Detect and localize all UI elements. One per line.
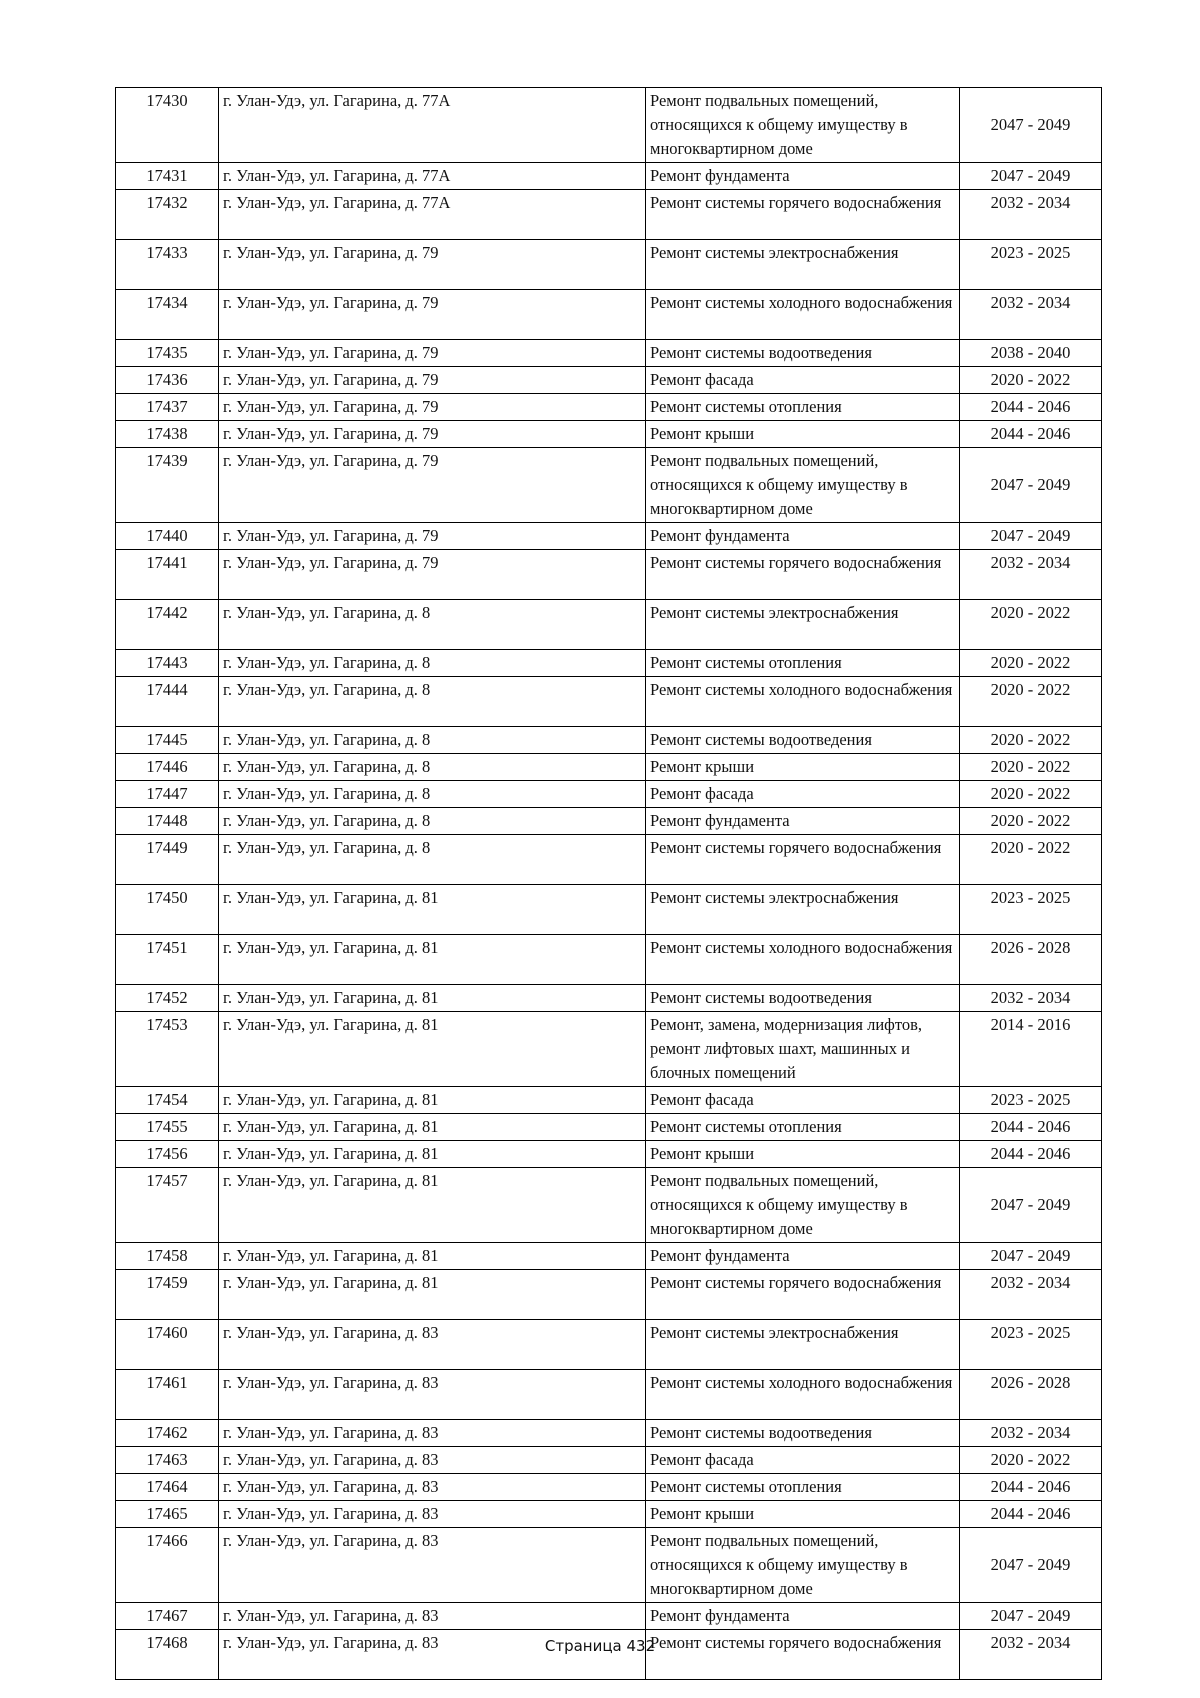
row-number: 17432 [116, 190, 219, 240]
table-row [116, 808, 1102, 835]
row-work-type: Ремонт подвальных помещений, относящихся к общему имуществу в многоквартирном доме [646, 448, 960, 523]
table-row [116, 550, 1102, 600]
row-period: 2020 - 2022 [960, 677, 1102, 727]
row-period: 2032 - 2034 [960, 1630, 1102, 1680]
table-row [116, 421, 1102, 448]
row-period: 2032 - 2034 [960, 985, 1102, 1012]
row-period: 2044 - 2046 [960, 1141, 1102, 1168]
table-row [116, 1243, 1102, 1270]
row-number: 17442 [116, 600, 219, 650]
row-work-type: Ремонт системы холодного водоснабжения [646, 935, 960, 985]
row-address: г. Улан-Удэ, ул. Гагарина, д. 8 [219, 600, 646, 650]
row-period: 2032 - 2034 [960, 550, 1102, 600]
table-row [116, 1168, 1102, 1243]
row-period: 2047 - 2049 [960, 1603, 1102, 1630]
row-work-type: Ремонт системы водоотведения [646, 340, 960, 367]
row-work-type: Ремонт, замена, модернизация лифтов, ремонт лифтовых шахт, машинных и блочных помещений [646, 1012, 960, 1087]
table-row [116, 240, 1102, 290]
row-period: 2020 - 2022 [960, 650, 1102, 677]
row-number: 17457 [116, 1168, 219, 1243]
row-number: 17434 [116, 290, 219, 340]
table-row [116, 1528, 1102, 1603]
row-work-type: Ремонт фундамента [646, 1243, 960, 1270]
row-address: г. Улан-Удэ, ул. Гагарина, д. 79 [219, 290, 646, 340]
table-row [116, 367, 1102, 394]
row-period: 2032 - 2034 [960, 190, 1102, 240]
row-number: 17461 [116, 1370, 219, 1420]
row-number: 17451 [116, 935, 219, 985]
row-address: г. Улан-Удэ, ул. Гагарина, д. 83 [219, 1447, 646, 1474]
table-row [116, 1474, 1102, 1501]
row-number: 17441 [116, 550, 219, 600]
row-work-type: Ремонт системы холодного водоснабжения [646, 1370, 960, 1420]
row-period: 2047 - 2049 [960, 1168, 1102, 1243]
table-row [116, 523, 1102, 550]
row-number: 17437 [116, 394, 219, 421]
row-address: г. Улан-Удэ, ул. Гагарина, д. 81 [219, 1087, 646, 1114]
row-number: 17458 [116, 1243, 219, 1270]
table-row [116, 340, 1102, 367]
table-row [116, 1501, 1102, 1528]
row-address: г. Улан-Удэ, ул. Гагарина, д. 79 [219, 523, 646, 550]
row-number: 17455 [116, 1114, 219, 1141]
row-number: 17448 [116, 808, 219, 835]
table-row [116, 727, 1102, 754]
row-address: г. Улан-Удэ, ул. Гагарина, д. 79 [219, 448, 646, 523]
row-work-type: Ремонт системы электроснабжения [646, 885, 960, 935]
table-row [116, 1447, 1102, 1474]
table-row [116, 88, 1102, 163]
row-address: г. Улан-Удэ, ул. Гагарина, д. 79 [219, 367, 646, 394]
repair-schedule-table [115, 87, 1102, 1680]
row-work-type: Ремонт системы холодного водоснабжения [646, 677, 960, 727]
row-address: г. Улан-Удэ, ул. Гагарина, д. 8 [219, 650, 646, 677]
row-address: г. Улан-Удэ, ул. Гагарина, д. 81 [219, 985, 646, 1012]
row-number: 17443 [116, 650, 219, 677]
row-work-type: Ремонт подвальных помещений, относящихся к общему имуществу в многоквартирном доме [646, 88, 960, 163]
row-work-type: Ремонт системы холодного водоснабжения [646, 290, 960, 340]
row-number: 17440 [116, 523, 219, 550]
row-period: 2044 - 2046 [960, 1474, 1102, 1501]
row-period: 2023 - 2025 [960, 1087, 1102, 1114]
table-row [116, 448, 1102, 523]
row-address: г. Улан-Удэ, ул. Гагарина, д. 83 [219, 1370, 646, 1420]
table-row [116, 1420, 1102, 1447]
row-work-type: Ремонт фасада [646, 1447, 960, 1474]
row-number: 17466 [116, 1528, 219, 1603]
row-number: 17468 [116, 1630, 219, 1680]
table-row [116, 290, 1102, 340]
row-number: 17436 [116, 367, 219, 394]
row-work-type: Ремонт фундамента [646, 1603, 960, 1630]
row-number: 17464 [116, 1474, 219, 1501]
row-address: г. Улан-Удэ, ул. Гагарина, д. 81 [219, 935, 646, 985]
row-address: г. Улан-Удэ, ул. Гагарина, д. 81 [219, 1114, 646, 1141]
row-work-type: Ремонт системы горячего водоснабжения [646, 190, 960, 240]
row-period: 2047 - 2049 [960, 1528, 1102, 1603]
row-work-type: Ремонт фасада [646, 367, 960, 394]
row-address: г. Улан-Удэ, ул. Гагарина, д. 79 [219, 340, 646, 367]
row-work-type: Ремонт подвальных помещений, относящихся к общему имуществу в многоквартирном доме [646, 1168, 960, 1243]
row-work-type: Ремонт крыши [646, 754, 960, 781]
row-number: 17449 [116, 835, 219, 885]
row-work-type: Ремонт системы водоотведения [646, 985, 960, 1012]
row-work-type: Ремонт крыши [646, 421, 960, 448]
row-number: 17452 [116, 985, 219, 1012]
row-address: г. Улан-Удэ, ул. Гагарина, д. 79 [219, 240, 646, 290]
row-period: 2020 - 2022 [960, 727, 1102, 754]
row-number: 17463 [116, 1447, 219, 1474]
row-period: 2047 - 2049 [960, 88, 1102, 163]
row-period: 2032 - 2034 [960, 290, 1102, 340]
table-row [116, 1603, 1102, 1630]
row-period: 2044 - 2046 [960, 394, 1102, 421]
row-work-type: Ремонт системы горячего водоснабжения [646, 1270, 960, 1320]
row-address: г. Улан-Удэ, ул. Гагарина, д. 77А [219, 190, 646, 240]
row-address: г. Улан-Удэ, ул. Гагарина, д. 8 [219, 808, 646, 835]
table-row [116, 1320, 1102, 1370]
row-address: г. Улан-Удэ, ул. Гагарина, д. 81 [219, 1141, 646, 1168]
row-work-type: Ремонт системы отопления [646, 1114, 960, 1141]
table-row [116, 394, 1102, 421]
row-work-type: Ремонт системы отопления [646, 1474, 960, 1501]
row-number: 17433 [116, 240, 219, 290]
row-work-type: Ремонт системы электроснабжения [646, 240, 960, 290]
row-work-type: Ремонт системы водоотведения [646, 727, 960, 754]
row-work-type: Ремонт системы отопления [646, 394, 960, 421]
row-period: 2020 - 2022 [960, 835, 1102, 885]
row-address: г. Улан-Удэ, ул. Гагарина, д. 79 [219, 550, 646, 600]
row-period: 2020 - 2022 [960, 367, 1102, 394]
row-number: 17431 [116, 163, 219, 190]
row-address: г. Улан-Удэ, ул. Гагарина, д. 8 [219, 835, 646, 885]
row-work-type: Ремонт фундамента [646, 163, 960, 190]
table-row [116, 1370, 1102, 1420]
row-work-type: Ремонт фундамента [646, 523, 960, 550]
row-number: 17447 [116, 781, 219, 808]
row-work-type: Ремонт крыши [646, 1501, 960, 1528]
row-address: г. Улан-Удэ, ул. Гагарина, д. 8 [219, 727, 646, 754]
row-number: 17460 [116, 1320, 219, 1370]
row-address: г. Улан-Удэ, ул. Гагарина, д. 77А [219, 163, 646, 190]
row-period: 2047 - 2049 [960, 523, 1102, 550]
row-number: 17454 [116, 1087, 219, 1114]
row-number: 17445 [116, 727, 219, 754]
row-period: 2020 - 2022 [960, 1447, 1102, 1474]
table-row [116, 190, 1102, 240]
row-number: 17453 [116, 1012, 219, 1087]
row-work-type: Ремонт системы горячего водоснабжения [646, 1630, 960, 1680]
row-address: г. Улан-Удэ, ул. Гагарина, д. 81 [219, 1168, 646, 1243]
row-number: 17462 [116, 1420, 219, 1447]
row-address: г. Улан-Удэ, ул. Гагарина, д. 83 [219, 1528, 646, 1603]
row-period: 2026 - 2028 [960, 1370, 1102, 1420]
row-number: 17439 [116, 448, 219, 523]
table-row [116, 677, 1102, 727]
table-row [116, 1012, 1102, 1087]
row-address: г. Улан-Удэ, ул. Гагарина, д. 83 [219, 1630, 646, 1680]
table-row [116, 885, 1102, 935]
row-address: г. Улан-Удэ, ул. Гагарина, д. 81 [219, 1270, 646, 1320]
row-period: 2047 - 2049 [960, 1243, 1102, 1270]
row-address: г. Улан-Удэ, ул. Гагарина, д. 83 [219, 1320, 646, 1370]
row-period: 2026 - 2028 [960, 935, 1102, 985]
table-row [116, 781, 1102, 808]
table-row [116, 600, 1102, 650]
row-work-type: Ремонт фундамента [646, 808, 960, 835]
table-row [116, 835, 1102, 885]
row-period: 2023 - 2025 [960, 885, 1102, 935]
row-address: г. Улан-Удэ, ул. Гагарина, д. 83 [219, 1474, 646, 1501]
row-work-type: Ремонт фасада [646, 1087, 960, 1114]
table-row [116, 1270, 1102, 1320]
row-period: 2038 - 2040 [960, 340, 1102, 367]
row-work-type: Ремонт системы электроснабжения [646, 1320, 960, 1370]
row-period: 2023 - 2025 [960, 240, 1102, 290]
row-address: г. Улан-Удэ, ул. Гагарина, д. 8 [219, 781, 646, 808]
row-period: 2023 - 2025 [960, 1320, 1102, 1370]
row-period: 2047 - 2049 [960, 163, 1102, 190]
row-period: 2044 - 2046 [960, 1501, 1102, 1528]
table-row [116, 163, 1102, 190]
row-work-type: Ремонт системы горячего водоснабжения [646, 550, 960, 600]
row-number: 17446 [116, 754, 219, 781]
row-address: г. Улан-Удэ, ул. Гагарина, д. 81 [219, 1012, 646, 1087]
table-row [116, 1114, 1102, 1141]
row-number: 17465 [116, 1501, 219, 1528]
table-body [116, 88, 1102, 1680]
row-address: г. Улан-Удэ, ул. Гагарина, д. 79 [219, 394, 646, 421]
row-work-type: Ремонт системы горячего водоснабжения [646, 835, 960, 885]
row-number: 17438 [116, 421, 219, 448]
row-period: 2047 - 2049 [960, 448, 1102, 523]
row-work-type: Ремонт фасада [646, 781, 960, 808]
row-number: 17456 [116, 1141, 219, 1168]
row-work-type: Ремонт системы электроснабжения [646, 600, 960, 650]
row-period: 2032 - 2034 [960, 1420, 1102, 1447]
table-row [116, 935, 1102, 985]
row-address: г. Улан-Удэ, ул. Гагарина, д. 77А [219, 88, 646, 163]
table-row [116, 754, 1102, 781]
row-address: г. Улан-Удэ, ул. Гагарина, д. 81 [219, 1243, 646, 1270]
row-period: 2020 - 2022 [960, 808, 1102, 835]
row-work-type: Ремонт крыши [646, 1141, 960, 1168]
row-number: 17430 [116, 88, 219, 163]
row-work-type: Ремонт подвальных помещений, относящихся к общему имуществу в многоквартирном доме [646, 1528, 960, 1603]
row-period: 2044 - 2046 [960, 421, 1102, 448]
table-row [116, 1087, 1102, 1114]
row-period: 2020 - 2022 [960, 600, 1102, 650]
row-period: 2020 - 2022 [960, 754, 1102, 781]
table-row [116, 1141, 1102, 1168]
row-period: 2020 - 2022 [960, 781, 1102, 808]
row-work-type: Ремонт системы водоотведения [646, 1420, 960, 1447]
row-address: г. Улан-Удэ, ул. Гагарина, д. 83 [219, 1420, 646, 1447]
row-address: г. Улан-Удэ, ул. Гагарина, д. 79 [219, 421, 646, 448]
page-number: Страница 432 [544, 1637, 656, 1655]
row-number: 17450 [116, 885, 219, 935]
table-row [116, 985, 1102, 1012]
row-address: г. Улан-Удэ, ул. Гагарина, д. 8 [219, 677, 646, 727]
row-number: 17444 [116, 677, 219, 727]
row-address: г. Улан-Удэ, ул. Гагарина, д. 83 [219, 1603, 646, 1630]
row-work-type: Ремонт системы отопления [646, 650, 960, 677]
row-number: 17459 [116, 1270, 219, 1320]
row-address: г. Улан-Удэ, ул. Гагарина, д. 83 [219, 1501, 646, 1528]
row-number: 17467 [116, 1603, 219, 1630]
row-period: 2014 - 2016 [960, 1012, 1102, 1087]
row-period: 2032 - 2034 [960, 1270, 1102, 1320]
row-address: г. Улан-Удэ, ул. Гагарина, д. 8 [219, 754, 646, 781]
row-address: г. Улан-Удэ, ул. Гагарина, д. 81 [219, 885, 646, 935]
table-row [116, 650, 1102, 677]
row-period: 2044 - 2046 [960, 1114, 1102, 1141]
row-number: 17435 [116, 340, 219, 367]
